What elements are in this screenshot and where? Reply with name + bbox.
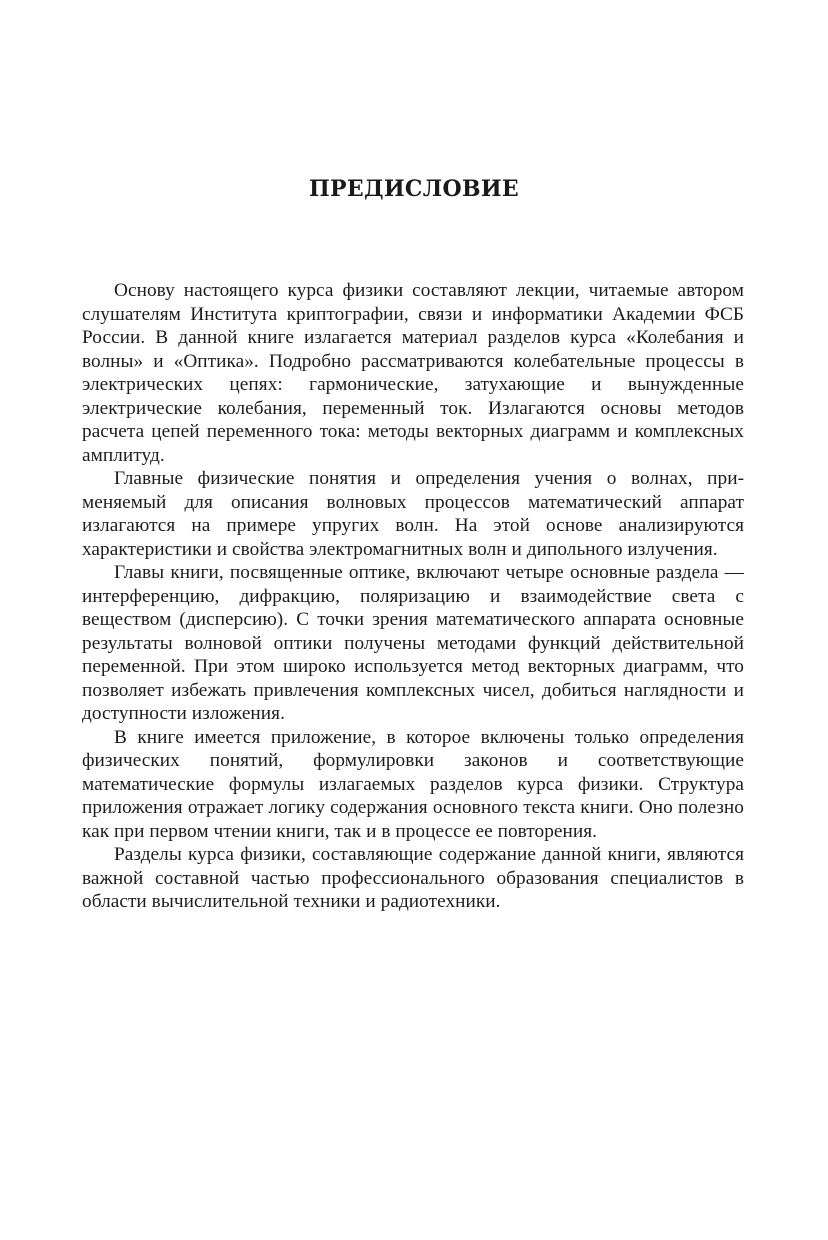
- preface-body: [82, 279, 744, 914]
- paragraph-2: Главные физические понятия и определения учения о волнах, применяемый для описания волновых процессов математический аппарат излагаются на примере упругих волн. На этой основе анализируются характеристики и свойства электромагнитных волн и дипольного излучения.: [82, 468, 744, 560]
- paragraph-3: Главы книги, посвященные оптике, включают четыре основные раздела — интерференцию, дифракцию, поляризацию и взаимодействие света с веществом (дисперсию). С точки зрения математического аппарата основные результаты волновой оптики получены методами функций действительной переменной. При этом широко используется метод векторных диаграмм, что позволяет избежать привлечения комплексных чисел, добиться наглядности и доступности изложения.: [82, 562, 744, 724]
- paragraph-1: Основу настоящего курса физики составляют лекции, читаемые автором слушателям Института криптографии, связи и информатики Академии ФСБ России. В данной книге излагается материал разделов курса «Колебания и волны» и «Оптика». Подробно рассматриваются колебательные процессы в электрических цепях: гармонические, затухающие и вынужденные электрические колебания, переменный ток. Излагаются основы методов расчета цепей переменного тока: методы векторных диаграмм и комплексных амплитуд.: [82, 280, 744, 466]
- paragraph-5: Разделы курса физики, составляющие содержание данной книги, являются важной составной частью профессионального образования специалистов в области вычислительной техники и радиотехники.: [82, 844, 744, 912]
- paragraph-4: В книге имеется приложение, в которое включены только определения физических понятий, формулировки законов и соответствующие математические формулы излагаемых разделов курса физики. Структура приложения отражает логику содержания основного текста книги. Оно полезно как при первом чтении книги, так и в процессе ее повторения.: [82, 726, 744, 842]
- page-title: ПРЕДИСЛОВИЕ: [308, 176, 519, 202]
